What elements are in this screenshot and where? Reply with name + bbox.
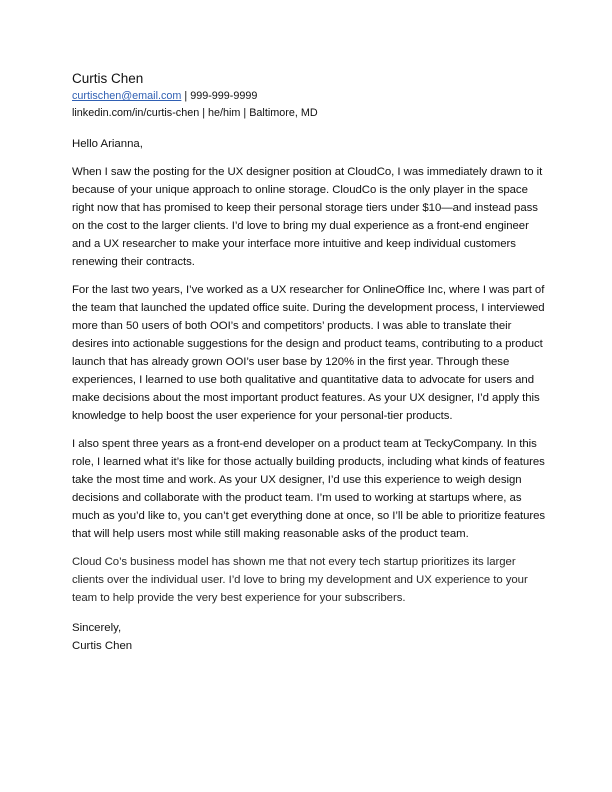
closing-block — [72, 619, 550, 655]
signoff: Sincerely, — [72, 622, 122, 634]
signature: Curtis Chen — [72, 640, 133, 652]
contact-line-2: linkedin.com/in/curtis-chen | he/him | Baltimore, MD — [72, 107, 318, 119]
contact-line-1 — [72, 88, 550, 105]
paragraph-ux-research: For the last two years, I’ve worked as a UX researcher for OnlineOffice Inc, where I was part of the team that launched the updated office suite. During the development process, I interviewed more than 50 users of both OOI’s and competitors’ products. I was able to translate their desires into actionable suggestions for the design and product teams, contributing to a product launch that has already grown OOI’s user base by 120% in the first year. Through these experiences, I learned to use both qualitative and quantitative data to advocate for users and make decisions about the most important product features. As your UX designer, I’d apply this knowledge to help boost the user experience for your personal-tier products. — [72, 284, 545, 422]
cover-letter — [72, 70, 550, 655]
phone-number: 999-999-9999 — [190, 90, 258, 102]
paragraph-conclusion: Cloud Co’s business model has shown me that not every tech startup prioritizes its larger clients over the individual user. I’d love to bring my development and UX experience to your team to help provide the very best experience for your subscribers. — [72, 556, 528, 604]
paragraph-intro: When I saw the posting for the UX designer position at CloudCo, I was immediately drawn to it because of your unique approach to online storage. CloudCo is the only player in the space right now that has promised to keep their personal storage tiers under $10—and instead pass on the cost to the larger clients. I’d love to bring my dual experience as a front-end engineer and a UX researcher to make your interface more intuitive and keep individual customers renewing their contracts. — [72, 166, 543, 268]
email-link[interactable]: curtischen@email.com — [72, 90, 182, 102]
sender-name: Curtis Chen — [72, 71, 144, 86]
greeting: Hello Arianna, — [72, 138, 143, 150]
contact-separator: | — [181, 90, 191, 102]
paragraph-frontend: I also spent three years as a front-end developer on a product team at TeckyCompany. In this role, I learned what it’s like for those actually building products, including what kinds of features take the most time and work. As your UX designer, I’d use this experience to weigh design decisions and collaborate with the product team. I’m used to working at startups where, as much as you’d like to, you can’t get everything done at once, so I’ll be able to prioritize features that will help users most while still making reasonable asks of the product team. — [72, 438, 546, 540]
